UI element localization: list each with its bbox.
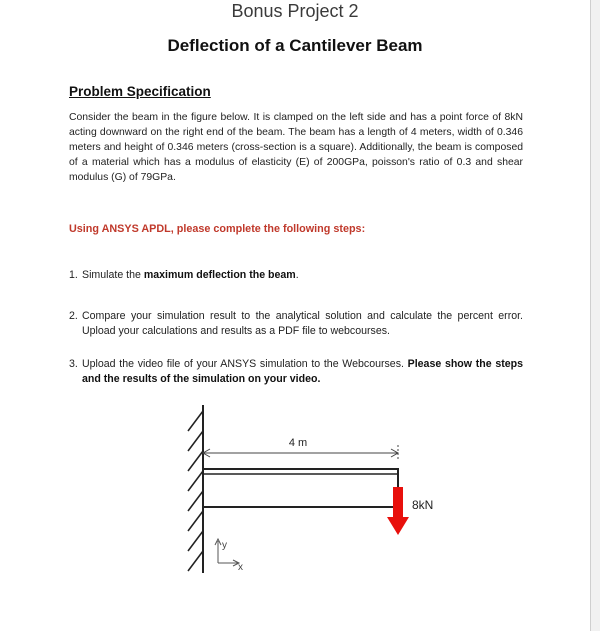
page-header-title: Bonus Project 2 bbox=[231, 1, 359, 21]
beam bbox=[203, 469, 398, 507]
section-heading: Problem Specification bbox=[69, 84, 211, 99]
document-title: Deflection of a Cantilever Beam bbox=[167, 36, 423, 55]
length-label: 4 m bbox=[288, 437, 308, 449]
step-number: 1. bbox=[69, 269, 78, 281]
wall-hatching bbox=[188, 405, 203, 573]
step-text: Upload the video file of your ANSYS simulation to the Webcourses. bbox=[82, 358, 408, 370]
axis-x-label: x bbox=[238, 562, 243, 573]
step-number: 2. bbox=[69, 310, 78, 322]
axis-icon bbox=[215, 539, 239, 566]
step-bold-text: maximum deflection the beam bbox=[143, 269, 296, 281]
beam-diagram bbox=[170, 405, 440, 575]
cantilever-beam-figure bbox=[170, 405, 440, 580]
step-item bbox=[69, 268, 523, 283]
vertical-scrollbar[interactable] bbox=[591, 0, 600, 631]
step-text: Compare your simulation result to the analytical solution and calculate the percent error. Upload your calculations and results as a PDF file to webcourses. bbox=[82, 310, 523, 337]
problem-paragraph: Consider the beam in the figure below. It is clamped on the left side and has a point force of 8kN acting downward on the right end of the beam. The beam has a length of 4 meters, width of 0.346 meters and height of 0.346 meters (cross-section is a square). Additionally, the beam is composed of a material which has a modulus of elasticity (E) of 200GPa, poisson's ratio of 0.3 and shear modulus (G) of 79GPa. bbox=[69, 112, 523, 183]
step-tail: . bbox=[295, 269, 299, 281]
steps-heading: Using ANSYS APDL, please complete the following steps: bbox=[69, 223, 366, 235]
step-text: Simulate the bbox=[82, 269, 144, 281]
axis-y-label: y bbox=[222, 540, 227, 551]
force-label: 8kN bbox=[412, 498, 434, 512]
step-item bbox=[69, 357, 523, 387]
step-item bbox=[69, 309, 523, 339]
step-number: 3. bbox=[69, 358, 78, 370]
step-bold-text: Please show the steps and the results of the simulation on your video. bbox=[82, 358, 524, 385]
